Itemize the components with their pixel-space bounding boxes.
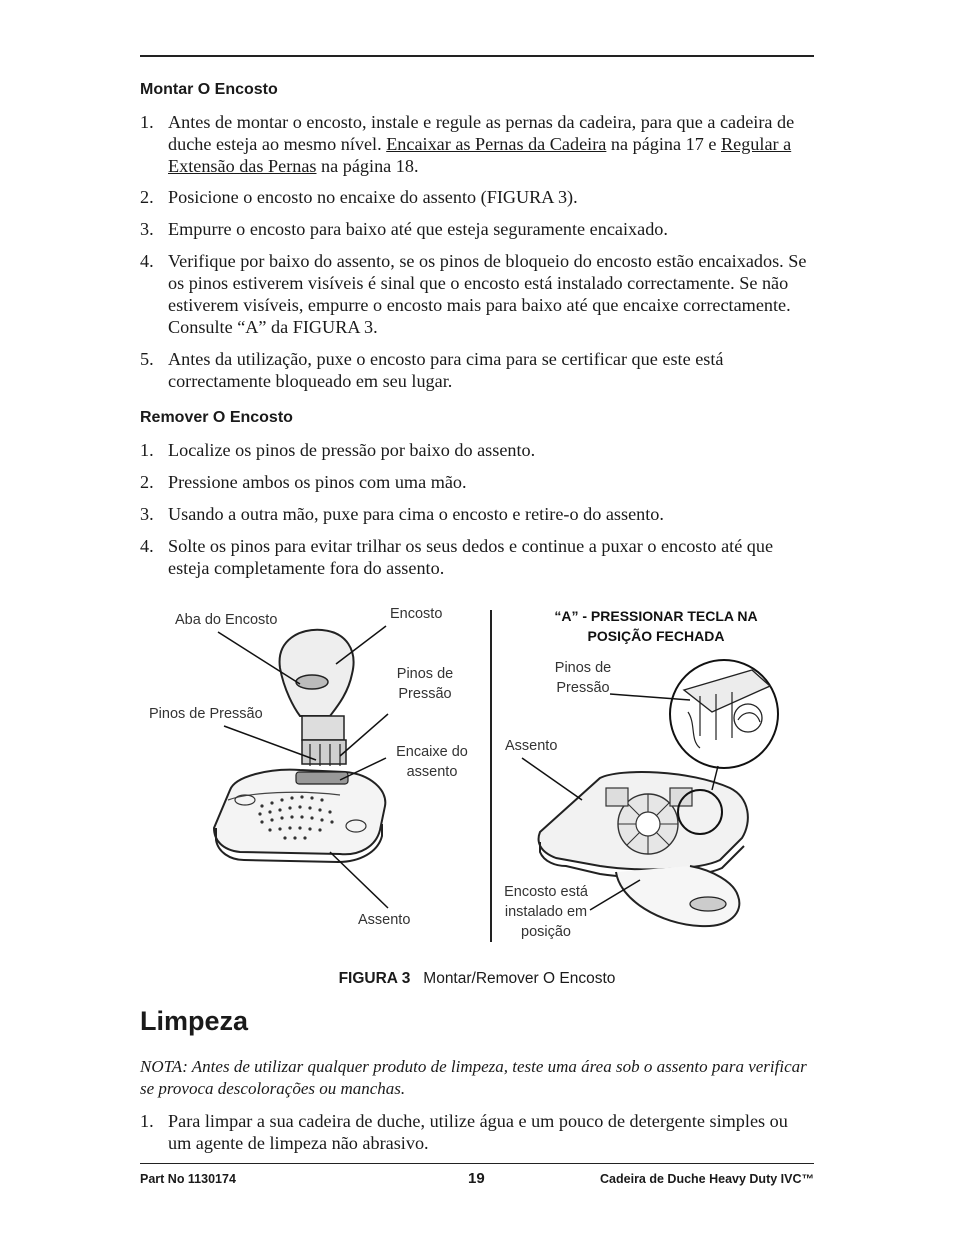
footer-page-number: 19: [468, 1170, 485, 1187]
list-item: 1. Para limpar a sua cadeira de duche, utilize água e um pouco de detergente simples ou um agente de limpeza não abrasivo.: [140, 1111, 788, 1153]
section-heading-montar: Montar O Encosto: [140, 81, 278, 98]
list-item: 3. Empurre o encosto para baixo até que esteja seguramente encaixado.: [140, 219, 668, 239]
list-item: 5. Antes da utilização, puxe o encosto para cima para se certificar que este está correctamente bloqueado em seu lugar.: [140, 349, 724, 391]
label-aba-do-encosto: Aba do Encosto: [175, 612, 278, 628]
cleaning-steps-list: [140, 1110, 814, 1154]
label-assento-right: Assento: [505, 738, 558, 754]
list-item: 3. Usando a outra mão, puxe para cima o encosto e retire-o do assento.: [140, 504, 664, 524]
section-heading-remover: Remover O Encosto: [140, 409, 293, 426]
list-item: 2. Posicione o encosto no encaixe do assento (FIGURA 3).: [140, 187, 578, 207]
list-item: 2. Pressione ambos os pinos com uma mão.: [140, 472, 467, 492]
cleaning-note: NOTA: Antes de utilizar qualquer produto de limpeza, teste uma área sob o assento para verificar se provoca descolorações ou manchas.: [140, 1057, 807, 1098]
label-encaixe-do-assento: Encaixe do assento: [396, 744, 468, 780]
footer-rule: [140, 1163, 814, 1164]
label-pinos-de-pressao-mid: Pinos de Pressão: [396, 666, 454, 702]
link-regular-extensao[interactable]: Regular a Extensão das Pernas: [168, 134, 792, 176]
footer-part-no: Part No 1130174: [140, 1172, 236, 1186]
list-item: 1. Antes de montar o encosto, instale e regule as pernas da cadeira, para que a cadeira de duche esteja ao mesmo nível. Encaixar as Pernas da Cadeira na página 17 e Regular a Extensão das Pernas na página 18.: [140, 112, 795, 176]
footer-product: Cadeira de Duche Heavy Duty IVC™: [600, 1172, 814, 1186]
figure-caption: [0, 970, 954, 988]
label-encosto: Encosto: [390, 606, 443, 622]
section-title-limpeza: Limpeza: [140, 1006, 249, 1036]
inset-title: “A” - PRESSIONAR TECLA NA POSIÇÃO FECHADA: [554, 608, 758, 644]
label-encosto-instalado: Encosto está instalado em posição: [504, 884, 588, 940]
label-pinos-de-pressao-right: Pinos de Pressão: [554, 660, 612, 696]
list-item: 4. Verifique por baixo do assento, se os pinos de bloqueio do encosto estão encaixados. Se os pinos estiverem visíveis é sinal que o encosto está instalado correctamente. Se não estiverem visíveis, empurre o encosto mais para baixo até que encaixe correctamente. Consulte “A” da FIGURA 3.: [140, 251, 807, 337]
figure-caption-text: Montar/Remover O Encosto: [423, 970, 616, 987]
label-assento-left: Assento: [358, 912, 411, 928]
link-encaixar-pernas[interactable]: Encaixar as Pernas da Cadeira: [386, 134, 607, 154]
list-item: 4. Solte os pinos para evitar trilhar os seus dedos e continue a puxar o encosto até que esteja completamente fora do assento.: [140, 536, 774, 578]
list-item: 1. Localize os pinos de pressão por baixo do assento.: [140, 440, 536, 460]
figure-caption-label: FIGURA 3: [338, 970, 411, 987]
label-pinos-de-pressao-left: Pinos de Pressão: [149, 706, 263, 722]
